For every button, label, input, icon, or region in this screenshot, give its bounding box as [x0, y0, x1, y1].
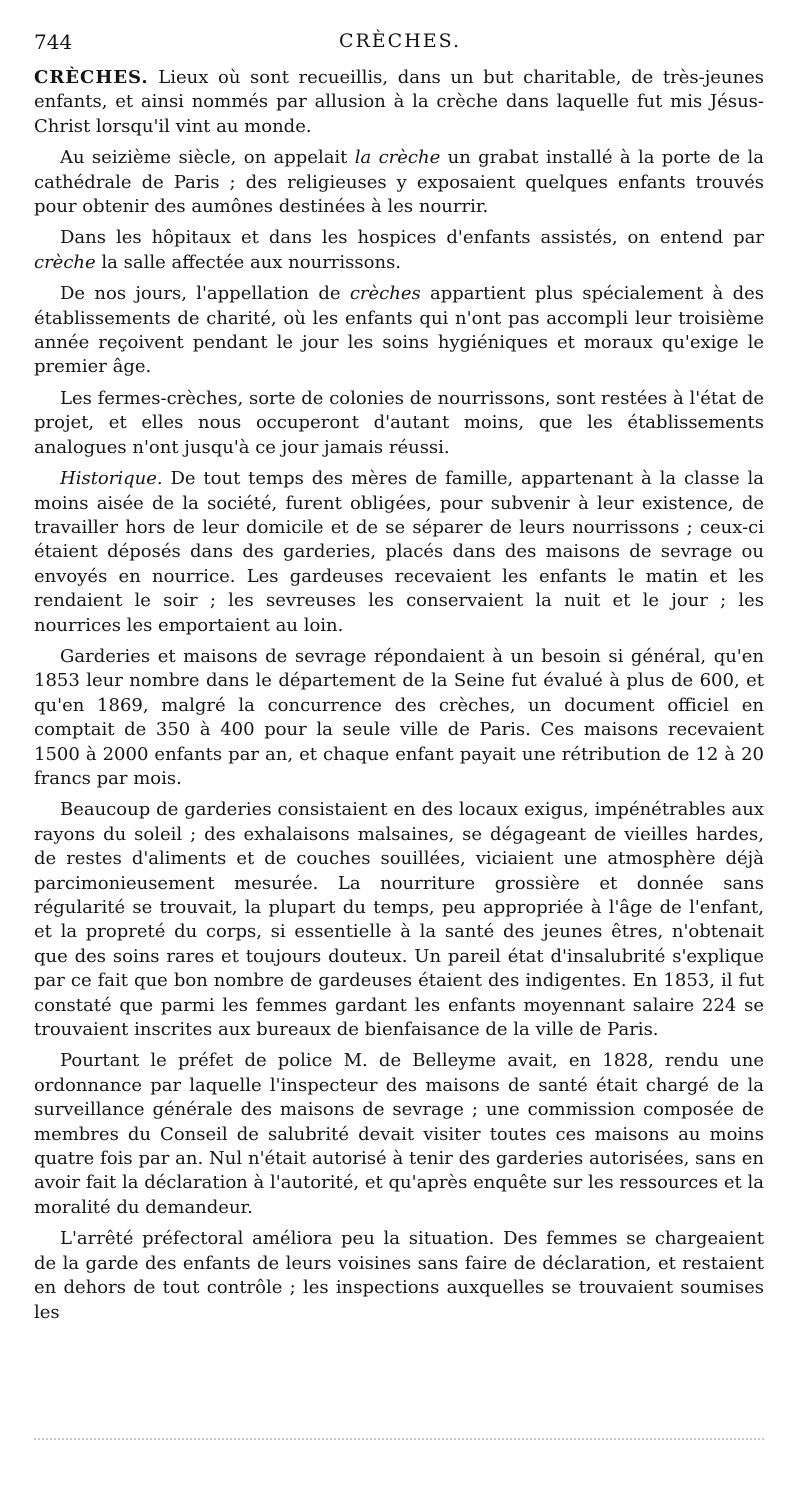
paragraph: Garderies et maisons de sevrage répondaient à un besoin si général, qu'en 1853 leur nombre dans le département de la Seine fut évalué à plus de 600, et qu'en 1869, malgré la concurrence des crèches, un document officiel en comptait de 350 à 400 pour la seule ville de Paris. Ces maisons recevaient 1500 à 2000 enfants par an, et chaque enfant payait une rétribution de 12 à 20 francs par mois.: [34, 645, 764, 789]
paragraph: [34, 282, 764, 380]
paragraph: Les fermes-crèches, sorte de colonies de nourrissons, sont restées à l'état de projet, et elles nous occuperont d'autant moins, que les établissements analogues n'ont jusqu'à ce jour jamais réussi.: [34, 387, 764, 458]
paragraph-entry: [34, 66, 764, 139]
text-run: Au seizième siècle, on appelait: [60, 147, 355, 169]
running-head: CRÈCHES.: [338, 30, 462, 52]
text-run: un grabat installé à la porte de la cathédrale de Paris ; des religieuses y exposaient quelques enfants trouvés pour obtenir des aumônes destinées à les nourrir.: [34, 147, 764, 218]
text-run: De tout temps des mères de famille, appartenant à la classe la moins aisée de la société, furent obligées, pour subvenir à leur existence, de travailler hors de leur domicile et de se séparer de leurs nourrissons ; ceux-ci étaient déposés dans des garderies, placés dans des maisons de sevrage ou envoyés en nourrice. Les gardeuses recevaient les enfants le matin et les rendaient le soir ; les sevreuses les conservaient la nuit et le jour ; les nourrices les emportaient au loin.: [34, 468, 764, 636]
text-run: la salle affectée aux nourrissons.: [95, 251, 402, 273]
text-run: appartient plus spécialement à des établissements de charité, où les enfants qui n'ont pas accompli leur troisième année reçoivent pendant le jour les soins hygiéniques et moraux qu'exige le premier âge.: [34, 283, 764, 378]
entry-term: CRÈCHES.: [34, 67, 149, 88]
paragraph: [34, 226, 764, 275]
italic-run: la crèche: [354, 147, 441, 169]
paragraph: [34, 146, 764, 219]
italic-run: crèches: [349, 283, 421, 305]
text-run: Dans les hôpitaux et dans les hospices d'enfants assistés, on entend par: [60, 227, 764, 249]
paragraph: Pourtant le préfet de police M. de Belleyme avait, en 1828, rendu une ordonnance par laquelle l'inspecteur des maisons de santé était chargé de la surveillance générale des maisons de sevrage ; une commission composée de membres du Conseil de salubrité devait visiter toutes ces maisons au moins quatre fois par an. Nul n'était autorisé à tenir des garderies autorisées, sans en avoir fait la déclaration à l'autorité, et qu'après enquête sur les ressources et la moralité du demandeur.: [34, 1050, 764, 1218]
paragraph-historique: [34, 467, 764, 638]
page-header: [34, 30, 766, 58]
entry-definition: Lieux où sont recueillis, dans un but charitable, de très-jeunes enfants, et ainsi nommés par allusion à la crèche dans laquelle fut mis Jésus-Christ lorsqu'il vint au monde.: [34, 67, 764, 137]
paragraph: Beaucoup de garderies consistaient en des locaux exigus, impénétrables aux rayons du soleil ; des exhalaisons malsaines, se dégageant de vieilles hardes, de restes d'aliments et de couches souillées, viciaient une atmosphère déjà parcimonieusement mesurée. La nourriture grossière et donnée sans régularité se trouvait, la plupart du temps, peu appropriée à l'âge de l'enfant, et la propreté du corps, si essentielle à la santé des jeunes êtres, n'obtenait que des soins rares et toujours douteux. Un pareil état d'insalubrité s'explique par ce fait que bon nombre de gardeuses étaient des indigentes. En 1853, il fut constaté que parmi les femmes gardant les enfants moyennant salaire 224 se trouvaient inscrites aux bureaux de bienfaisance de la ville de Paris.: [34, 799, 764, 1041]
body-text: [34, 66, 764, 1332]
section-heading: Historique.: [60, 468, 163, 490]
bleed-through-line: [34, 1438, 764, 1444]
paragraph: L'arrêté préfectoral améliora peu la situation. Des femmes se chargeaient de la garde des enfants de leurs voisines sans faire de déclaration, et restaient en dehors de tout contrôle ; les inspections auxquelles se trouvaient soumises les: [34, 1228, 764, 1323]
text-run: De nos jours, l'appellation de: [60, 283, 350, 305]
page-number: 744: [34, 30, 73, 54]
italic-run: crèche: [34, 251, 96, 273]
